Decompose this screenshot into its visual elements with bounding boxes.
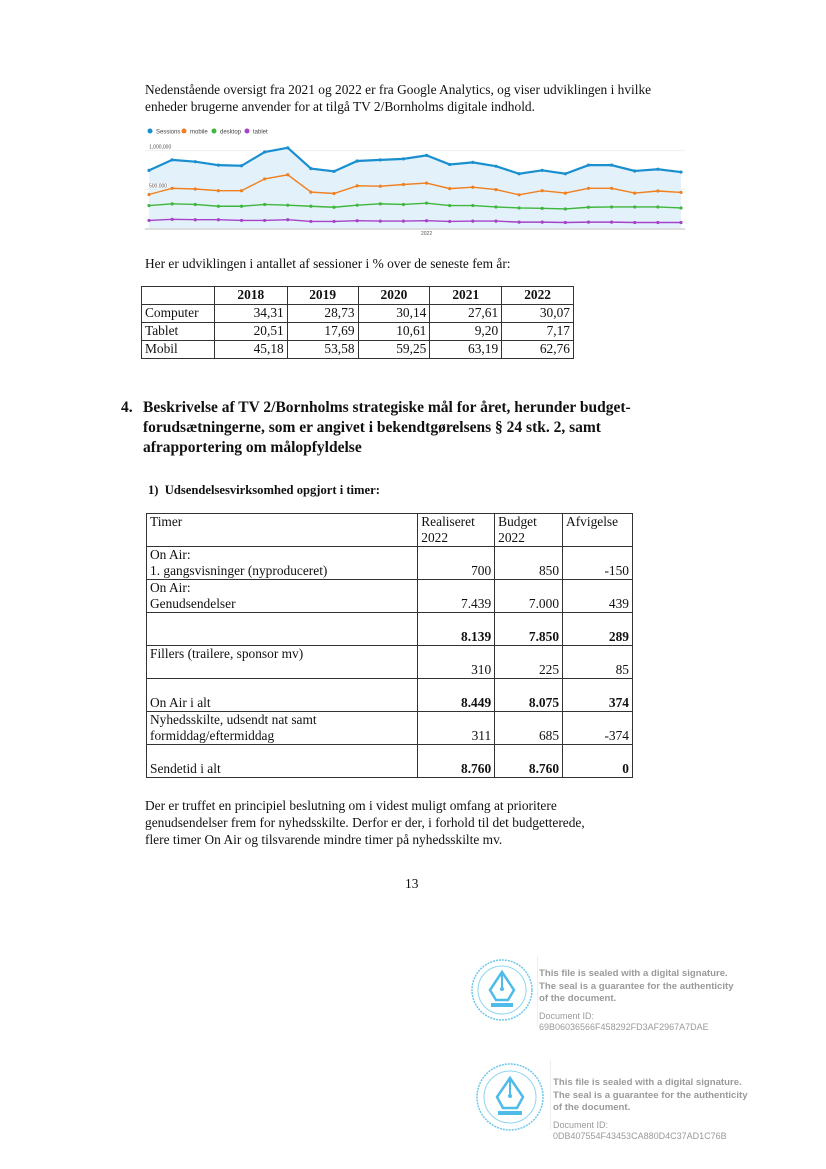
- data-point: [194, 218, 197, 221]
- header-cell: 2018: [214, 287, 287, 305]
- cell: 45,18: [214, 341, 287, 359]
- sessions-intro: Her er udviklingen i antallet af sessioner i % over de seneste fem år:: [145, 256, 511, 271]
- data-point: [541, 189, 544, 192]
- data-point: [494, 188, 497, 191]
- y-tick-label: 1,000,000: [149, 144, 172, 151]
- table-row: [147, 613, 633, 646]
- data-point: [263, 150, 266, 153]
- data-point: [564, 207, 567, 210]
- data-point: [633, 169, 636, 172]
- header-cell: Timer: [147, 514, 418, 547]
- cell: 7,17: [502, 323, 574, 341]
- data-point: [587, 187, 590, 190]
- cell: 28,73: [287, 305, 358, 323]
- subsection-number: 1): [148, 483, 159, 497]
- data-point: [517, 172, 520, 175]
- cell: 850: [495, 547, 563, 580]
- table-row: [142, 341, 574, 359]
- cell: 30,07: [502, 305, 574, 323]
- data-point: [263, 219, 266, 222]
- cell: 685: [495, 712, 563, 745]
- cell: 374: [563, 679, 633, 712]
- table-row: [147, 679, 633, 712]
- table-row: [142, 305, 574, 323]
- document-id-label: Document ID:: [539, 1010, 595, 1021]
- cell: 7.000: [495, 580, 563, 613]
- row-label-line: On Air:: [150, 547, 191, 562]
- heading-line: Beskrivelse af TV 2/Bornholms strategiske mål for året, herunder budget-: [143, 399, 631, 416]
- row-label-line: [150, 679, 414, 695]
- data-point: [332, 170, 335, 173]
- data-point: [633, 191, 636, 194]
- data-point: [286, 218, 289, 221]
- seal-line: The seal is a guarantee for the authenticity: [539, 980, 734, 992]
- text-line: flere timer On Air og tilsvarende mindre timer på nyhedsskilte mv.: [145, 832, 503, 847]
- row-label-line: On Air i alt: [150, 695, 211, 710]
- data-point: [679, 191, 682, 194]
- data-point: [240, 205, 243, 208]
- subsection-title: Udsendelsesvirksomhed opgjort i timer:: [164, 483, 380, 497]
- data-point: [402, 203, 405, 206]
- data-point: [286, 146, 289, 149]
- row-label: [147, 580, 418, 613]
- closing-paragraph: [145, 797, 705, 848]
- data-point: [448, 220, 451, 223]
- table-header-row: [147, 514, 633, 547]
- analytics-chart: [145, 125, 685, 237]
- heading-line: forudsætningerne, som er angivet i bekendtgørelsens § 24 stk. 2, samt: [143, 419, 601, 436]
- table-row: [147, 646, 633, 679]
- section-heading: [143, 398, 723, 458]
- data-point: [587, 221, 590, 224]
- data-point: [286, 173, 289, 176]
- data-point: [309, 167, 312, 170]
- data-point: [610, 205, 613, 208]
- data-point: [263, 203, 266, 206]
- text-line: Der er truffet en principiel beslutning om i videst muligt omfang at prioritere: [145, 798, 557, 813]
- header-cell: [142, 287, 215, 305]
- cell: 17,69: [287, 323, 358, 341]
- sessions-table: [141, 286, 574, 359]
- cell: 8.075: [495, 679, 563, 712]
- row-label: [147, 679, 418, 712]
- data-point: [171, 218, 174, 221]
- cell: 700: [418, 547, 495, 580]
- legend-label: Sessions: [156, 129, 181, 136]
- data-point: [171, 187, 174, 190]
- intro-paragraph: [145, 81, 705, 115]
- data-point: [356, 204, 359, 207]
- document-id: 69B06036566F458292FD3AF2967A7DAE: [539, 1021, 709, 1032]
- header-cell: 2020: [358, 287, 430, 305]
- data-point: [240, 189, 243, 192]
- data-point: [610, 164, 613, 167]
- data-point: [147, 219, 150, 222]
- legend-marker: [212, 129, 217, 134]
- data-point: [679, 221, 682, 224]
- data-point: [679, 206, 682, 209]
- cell: 59,25: [358, 341, 430, 359]
- data-point: [379, 220, 382, 223]
- data-point: [147, 193, 150, 196]
- data-point: [587, 164, 590, 167]
- data-point: [425, 202, 428, 205]
- legend-label: mobile: [190, 129, 208, 136]
- data-point: [610, 187, 613, 190]
- data-point: [448, 204, 451, 207]
- cell: 10,61: [358, 323, 430, 341]
- cell: 0: [563, 745, 633, 778]
- table-row: [147, 580, 633, 613]
- data-point: [309, 220, 312, 223]
- data-point: [471, 204, 474, 207]
- header-cell: Realiseret 2022: [418, 514, 495, 547]
- data-point: [448, 163, 451, 166]
- cell: 225: [495, 646, 563, 679]
- data-point: [471, 186, 474, 189]
- data-point: [494, 220, 497, 223]
- cell: 27,61: [430, 305, 502, 323]
- row-label: [147, 712, 418, 745]
- cell: 34,31: [214, 305, 287, 323]
- data-point: [656, 168, 659, 171]
- data-point: [564, 191, 567, 194]
- data-point: [656, 205, 659, 208]
- data-point: [147, 204, 150, 207]
- row-label-line: 1. gangsvisninger (nyproduceret): [150, 563, 328, 578]
- data-point: [425, 182, 428, 185]
- data-point: [263, 177, 266, 180]
- data-point: [217, 205, 220, 208]
- data-point: [425, 219, 428, 222]
- row-label-line: [150, 745, 414, 761]
- data-point: [494, 165, 497, 168]
- seal-line: The seal is a guarantee for the authenticity: [553, 1089, 748, 1101]
- cell: 63,19: [430, 341, 502, 359]
- subsection-heading: [148, 483, 380, 498]
- data-point: [240, 219, 243, 222]
- legend-marker: [148, 129, 153, 134]
- data-point: [194, 187, 197, 190]
- data-point: [633, 205, 636, 208]
- data-point: [356, 184, 359, 187]
- table-row: [147, 712, 633, 745]
- cell: 62,76: [502, 341, 574, 359]
- heading-line: afrapportering om målopfyldelse: [143, 439, 362, 456]
- text-line: enheder brugerne anvender for at tilgå TV 2/Bornholms digitale indhold.: [145, 99, 535, 114]
- table-row: [142, 323, 574, 341]
- cell: 311: [418, 712, 495, 745]
- data-point: [448, 187, 451, 190]
- table-header-row: [142, 287, 574, 305]
- row-label: [147, 646, 418, 679]
- seal-line: This file is sealed with a digital signature.: [539, 968, 728, 979]
- row-label-line: Nyhedsskilte, udsendt nat samt: [150, 712, 317, 727]
- seal-line: of the document.: [553, 1102, 631, 1113]
- cell: -374: [563, 712, 633, 745]
- document-id: 0DB407554F43453CA880D4C37AD1C76B: [553, 1130, 727, 1141]
- legend-marker: [182, 129, 187, 134]
- header-cell: 2022: [502, 287, 574, 305]
- cell: 85: [563, 646, 633, 679]
- data-point: [217, 164, 220, 167]
- data-point: [564, 221, 567, 224]
- data-point: [471, 220, 474, 223]
- data-point: [517, 221, 520, 224]
- cell: 53,58: [287, 341, 358, 359]
- data-point: [471, 161, 474, 164]
- row-label-line: formiddag/eftermiddag: [150, 728, 275, 743]
- data-point: [194, 203, 197, 206]
- header-cell: 2021: [430, 287, 502, 305]
- cell: 8.449: [418, 679, 495, 712]
- header-cell: Budget 2022: [495, 514, 563, 547]
- cell: 20,51: [214, 323, 287, 341]
- row-label-line: [150, 629, 414, 645]
- x-axis-label: 2022: [421, 231, 433, 237]
- data-point: [494, 205, 497, 208]
- y-tick-label: 500,000: [149, 183, 168, 190]
- data-point: [379, 185, 382, 188]
- row-label-line: [150, 613, 414, 629]
- table-row: [147, 547, 633, 580]
- data-point: [332, 220, 335, 223]
- header-cell: 2019: [287, 287, 358, 305]
- chart-svg: [145, 125, 685, 237]
- row-label-line: Fillers (trailere, sponsor mv): [150, 646, 304, 661]
- data-point: [309, 205, 312, 208]
- seal-line: of the document.: [539, 993, 617, 1004]
- header-cell: Afvigelse: [563, 514, 633, 547]
- data-point: [564, 172, 567, 175]
- data-point: [610, 221, 613, 224]
- cell: -150: [563, 547, 633, 580]
- row-label: [147, 613, 418, 646]
- cell: 7.850: [495, 613, 563, 646]
- cell: 310: [418, 646, 495, 679]
- legend-label: desktop: [220, 129, 242, 136]
- data-point: [402, 157, 405, 160]
- seal-line: This file is sealed with a digital signature.: [553, 1077, 742, 1088]
- row-label-line: On Air:: [150, 580, 191, 595]
- data-point: [402, 220, 405, 223]
- data-point: [332, 206, 335, 209]
- data-point: [171, 158, 174, 161]
- row-label: Tablet: [142, 323, 215, 341]
- cell: 8.760: [418, 745, 495, 778]
- data-point: [379, 158, 382, 161]
- section-number: 4.: [121, 399, 133, 416]
- legend-label: tablet: [253, 129, 268, 136]
- data-point: [356, 159, 359, 162]
- data-point: [425, 154, 428, 157]
- data-point: [517, 193, 520, 196]
- cell: 439: [563, 580, 633, 613]
- cell: 8.760: [495, 745, 563, 778]
- data-point: [240, 164, 243, 167]
- data-point: [656, 221, 659, 224]
- digital-seal-2: [475, 1060, 775, 1155]
- data-point: [147, 169, 150, 172]
- text-line: genudsendelser frem for nyhedsskilte. Derfor er der, i forhold til det budgetterede,: [145, 815, 585, 830]
- data-point: [679, 170, 682, 173]
- data-point: [541, 169, 544, 172]
- row-label-line: Genudsendelser: [150, 596, 236, 611]
- cell: 289: [563, 613, 633, 646]
- text-line: Nedenstående oversigt fra 2021 og 2022 er fra Google Analytics, og viser udviklingen i hvilke: [145, 82, 652, 97]
- row-label-line: Sendetid i alt: [150, 761, 221, 776]
- data-point: [541, 207, 544, 210]
- data-point: [356, 219, 359, 222]
- row-label: Mobil: [142, 341, 215, 359]
- data-point: [217, 218, 220, 221]
- cell: 9,20: [430, 323, 502, 341]
- data-point: [309, 190, 312, 193]
- cell: 30,14: [358, 305, 430, 323]
- cell: 7.439: [418, 580, 495, 613]
- data-point: [656, 189, 659, 192]
- data-point: [286, 204, 289, 207]
- seal-pen-icon: [475, 1062, 545, 1132]
- row-label: Computer: [142, 305, 215, 323]
- data-point: [332, 192, 335, 195]
- data-point: [402, 183, 405, 186]
- row-label: [147, 745, 418, 778]
- page-number: 13: [405, 876, 419, 891]
- data-point: [633, 221, 636, 224]
- data-point: [587, 206, 590, 209]
- data-point: [194, 160, 197, 163]
- data-point: [541, 221, 544, 224]
- seal-pen-icon: [470, 958, 534, 1022]
- row-label-line: [150, 662, 414, 678]
- data-point: [517, 206, 520, 209]
- data-point: [217, 189, 220, 192]
- legend-marker: [245, 129, 250, 134]
- row-label: [147, 547, 418, 580]
- broadcast-hours-table: [146, 513, 633, 778]
- data-point: [379, 202, 382, 205]
- cell: 8.139: [418, 613, 495, 646]
- table-row: [147, 745, 633, 778]
- data-point: [171, 202, 174, 205]
- document-id-label: Document ID:: [553, 1119, 609, 1130]
- digital-seal-1: [470, 956, 770, 1051]
